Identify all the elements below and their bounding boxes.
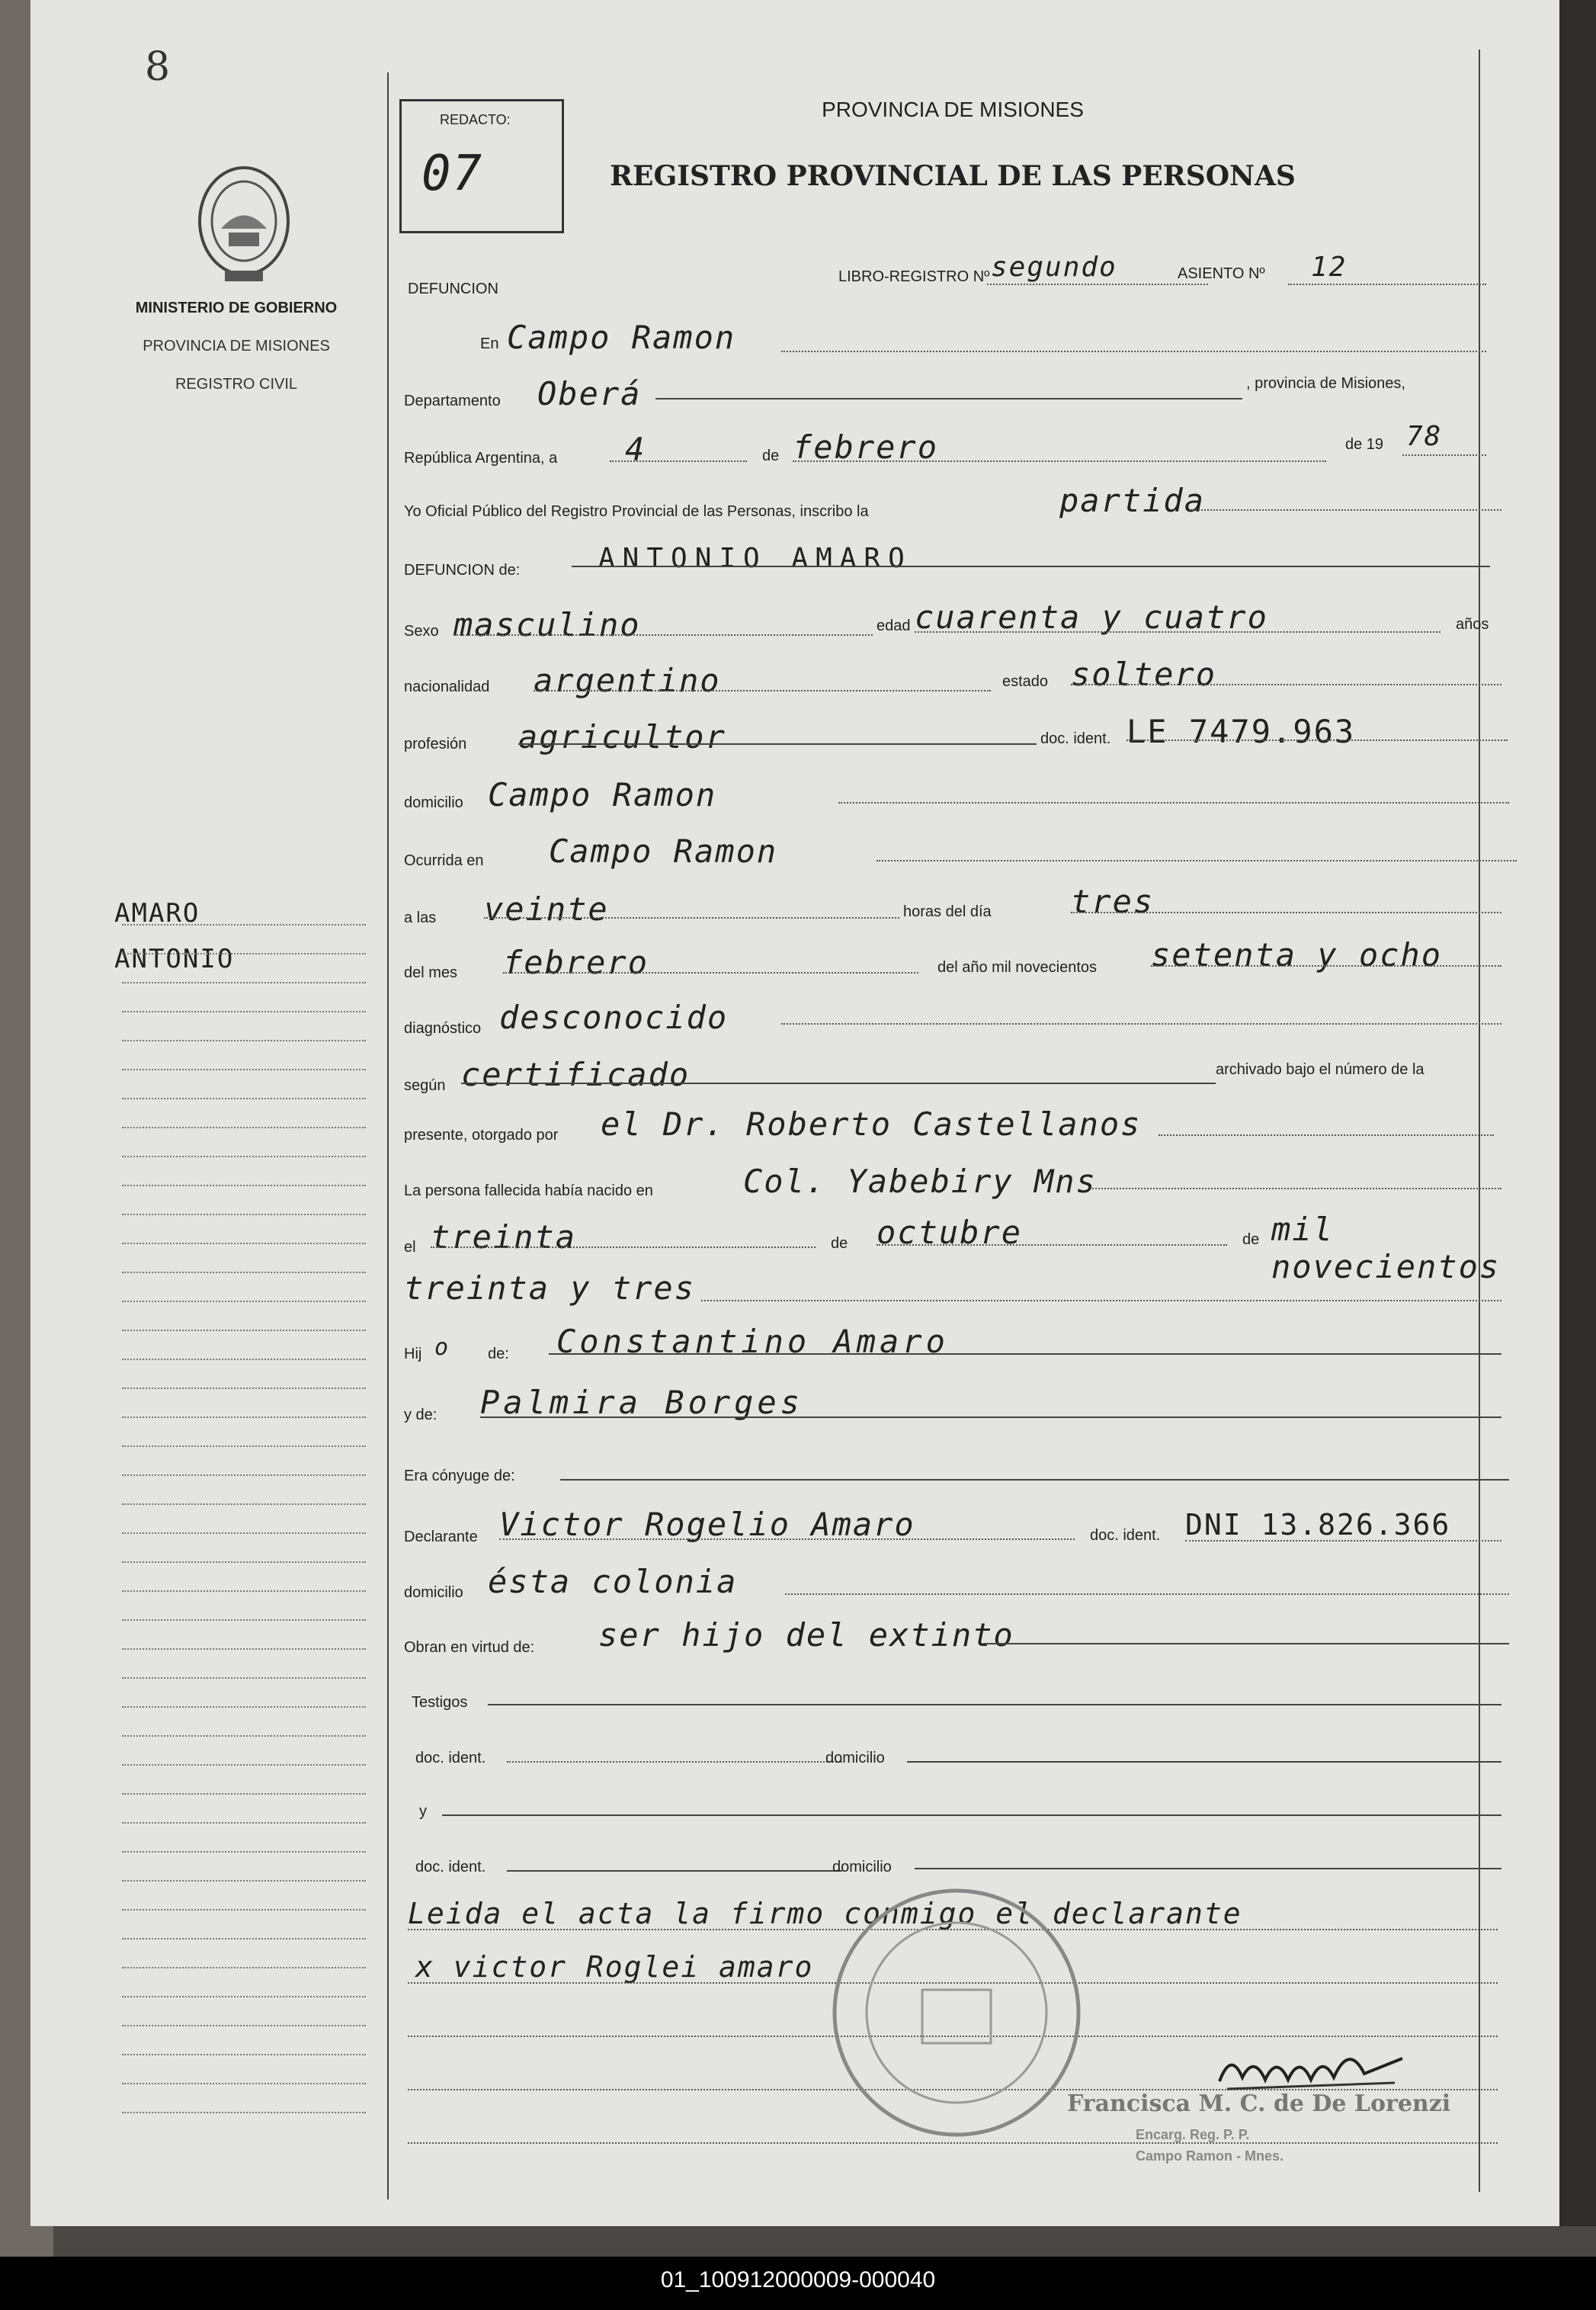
footer-bar — [0, 2257, 1596, 2310]
stamp-line3: Campo Ramon - Mnes. — [1136, 2148, 1284, 2164]
margin-rule — [122, 1243, 366, 1244]
edad-value: cuarenta y cuatro — [915, 598, 1268, 636]
margin-rule — [122, 1214, 366, 1215]
page-number: 8 — [145, 44, 171, 90]
margin-given-name: ANTONIO — [114, 944, 235, 974]
declarante-signature: x victor Roglei amaro — [415, 1950, 814, 1984]
redacto-label: REDACTO: — [440, 112, 511, 127]
oficial-text: Yo Oficial Público del Registro Provincial de las Personas, inscribo la — [404, 503, 869, 520]
margin-rule — [122, 2025, 366, 2026]
departamento-value: Oberá — [537, 375, 642, 412]
fecha-anio: 78 — [1406, 421, 1443, 452]
profesion-value: agricultor — [518, 718, 726, 756]
margin-rule — [122, 1706, 366, 1708]
defuncion-de-label: DEFUNCION de: — [404, 562, 521, 579]
decl-doc-value: DNI 13.826.366 — [1185, 1508, 1451, 1542]
nacido-label: La persona fallecida había nacido en — [404, 1182, 653, 1199]
margin-rule — [122, 953, 366, 954]
a-las-value: veinte — [484, 890, 609, 928]
sexo-value: masculino — [453, 606, 641, 643]
margin-rule — [122, 1822, 366, 1824]
t-dom-label: domicilio — [825, 1750, 885, 1766]
presente-value: el Dr. Roberto Castellanos — [601, 1105, 1142, 1143]
stamp-line2: Encarg. Reg. P. P. — [1136, 2127, 1250, 2142]
segun-value: certificado — [461, 1056, 691, 1093]
y-de-label: y de: — [404, 1407, 437, 1423]
defuncion-de-value: ANTONIO AMARO — [598, 543, 912, 574]
sexo-label: Sexo — [404, 623, 439, 640]
a-las-label: a las — [404, 910, 437, 926]
province-heading: PROVINCIA DE MISIONES — [822, 98, 1084, 121]
margin-rule — [122, 982, 366, 983]
doc-ident-value: LE 7479.963 — [1126, 713, 1356, 750]
margin-rule — [122, 1880, 366, 1882]
decl-doc-label: doc. ident. — [1090, 1527, 1161, 1544]
institution-ministry: MINISTERIO DE GOBIERNO — [135, 300, 338, 316]
registry-seal — [827, 1883, 1086, 2142]
provincia-suffix: , provincia de Misiones, — [1246, 375, 1405, 392]
archivado-label: archivado bajo el número de la — [1216, 1061, 1425, 1078]
margin-rule — [122, 1532, 366, 1534]
frame-right-border — [1479, 50, 1480, 2192]
margin-rule — [122, 1967, 366, 1968]
nac-de-label: de — [831, 1235, 848, 1252]
nacionalidad-label: nacionalidad — [404, 679, 490, 695]
margin-rule — [122, 1619, 366, 1621]
redacto-value: 07 — [421, 146, 484, 202]
margin-rule — [122, 1185, 366, 1186]
margin-rule — [122, 1272, 366, 1273]
margin-rule — [122, 1677, 366, 1679]
testigos-label: Testigos — [412, 1694, 468, 1711]
decl-dom-value: ésta colonia — [488, 1563, 738, 1600]
document-page — [30, 0, 1559, 2226]
asiento-value: 12 — [1311, 252, 1348, 283]
margin-rule — [122, 1040, 366, 1041]
declarante-label: Declarante — [404, 1529, 478, 1545]
y-label: y — [419, 1803, 427, 1820]
nac-anio-2: treinta y tres — [404, 1269, 696, 1307]
institution-registry: REGISTRO CIVIL — [175, 376, 298, 393]
margin-rule — [122, 1011, 366, 1012]
margin-rule — [122, 1445, 366, 1447]
declarante-value: Victor Rogelio Amaro — [499, 1506, 915, 1543]
nac-de2-label: de — [1242, 1231, 1260, 1248]
margin-rule — [122, 1330, 366, 1331]
padre-value: Constantino Amaro — [556, 1323, 949, 1360]
margin-rule — [122, 1909, 366, 1911]
fecha-anio-label: de 19 — [1345, 436, 1384, 453]
estado-label: estado — [1002, 673, 1049, 690]
margin-rule — [122, 1561, 366, 1563]
en-label: En — [480, 335, 499, 352]
margin-rule — [122, 2083, 366, 2084]
virtud-value: ser hijo del extinto — [598, 1616, 1014, 1654]
margin-rule — [122, 1590, 366, 1592]
nac-mes: octubre — [877, 1214, 1023, 1251]
margin-rule — [122, 1764, 366, 1766]
fecha-dia: 4 — [625, 431, 646, 468]
margin-rule — [122, 1416, 366, 1418]
margin-rule — [122, 924, 366, 926]
margin-rule — [122, 1938, 366, 1939]
anos-label: años — [1456, 616, 1489, 633]
diagnostico-label: diagnóstico — [404, 1020, 482, 1037]
ocurrida-label: Ocurrida en — [404, 852, 484, 869]
oficial-value: partida — [1059, 482, 1206, 519]
margin-rule — [122, 1069, 366, 1070]
margin-surname: AMARO — [114, 898, 200, 929]
margin-rule — [122, 2112, 366, 2113]
nac-anio-1: mil novecientos — [1271, 1211, 1501, 1285]
diagnostico-value: desconocido — [499, 999, 729, 1036]
t2-doc-label: doc. ident. — [415, 1859, 486, 1875]
margin-rule — [122, 1388, 366, 1389]
margin-rule — [122, 1359, 366, 1360]
institution-province: PROVINCIA DE MISIONES — [143, 338, 330, 355]
asiento-label: ASIENTO Nº — [1178, 265, 1265, 282]
anio-mil-label: del año mil novecientos — [937, 959, 1098, 976]
domicilio-label: domicilio — [404, 794, 463, 811]
hijo-de-label: de: — [488, 1346, 509, 1362]
registry-heading: REGISTRO PROVINCIAL DE LAS PERSONAS — [610, 160, 1296, 192]
margin-rule — [122, 1156, 366, 1157]
closing-text: Leida el acta la firmo conmigo el declarante — [408, 1897, 1242, 1930]
segun-label: según — [404, 1077, 446, 1094]
ocurrida-value: Campo Ramon — [549, 833, 778, 870]
margin-rule — [122, 1996, 366, 1997]
frame-left-border — [387, 72, 389, 2199]
del-mes-label: del mes — [404, 964, 458, 981]
republica-label: República Argentina, a — [404, 450, 558, 467]
del-mes-value: febrero — [503, 944, 649, 981]
margin-rule — [122, 1301, 366, 1302]
decl-dom-label: domicilio — [404, 1584, 463, 1601]
en-value: Campo Ramon — [507, 319, 736, 356]
fecha-de-label: de — [762, 448, 780, 464]
departamento-label: Departamento — [404, 393, 501, 409]
el-label: el — [404, 1239, 416, 1256]
binding-shadow — [1559, 0, 1596, 2226]
horas-label: horas del día — [903, 903, 992, 920]
profesion-label: profesión — [404, 736, 467, 752]
horas-value: tres — [1071, 883, 1155, 920]
t2-dom-label: domicilio — [832, 1859, 892, 1875]
fecha-mes: febrero — [793, 428, 939, 466]
margin-rule — [122, 1648, 366, 1650]
margin-rule — [122, 1474, 366, 1476]
stamp-name: Francisca M. C. de De Lorenzi — [1067, 2090, 1451, 2117]
hijo-suffix: o — [434, 1334, 450, 1361]
libro-label: LIBRO-REGISTRO Nº — [838, 268, 990, 285]
anio-mil-value: setenta y ocho — [1151, 936, 1443, 974]
t-doc-label: doc. ident. — [415, 1750, 486, 1766]
margin-rule — [122, 2054, 366, 2055]
margin-rule — [122, 1127, 366, 1128]
redacto-box — [399, 99, 564, 233]
doc-ident-label: doc. ident. — [1040, 730, 1111, 747]
doc-type-label: DEFUNCION — [408, 281, 498, 297]
hijo-label: Hij — [404, 1346, 422, 1362]
madre-value: Palmira Borges — [480, 1384, 804, 1421]
margin-rule — [122, 1735, 366, 1737]
margin-rule — [122, 1503, 366, 1505]
conyuge-label: Era cónyuge de: — [404, 1468, 515, 1484]
nac-dia: treinta — [431, 1218, 577, 1256]
virtud-label: Obran en virtud de: — [404, 1639, 535, 1656]
nacionalidad-value: argentino — [534, 662, 721, 699]
footer-code: 01_100912000009-000040 — [660, 2267, 936, 2292]
nacido-value: Col. Yabebiry Mns — [743, 1163, 1097, 1200]
presente-label: presente, otorgado por — [404, 1127, 559, 1144]
edad-label: edad — [877, 618, 911, 634]
domicilio-value: Campo Ramon — [488, 776, 717, 813]
libro-value: segundo — [991, 252, 1117, 283]
margin-rule — [122, 1098, 366, 1099]
estado-value: soltero — [1071, 656, 1217, 693]
margin-rule — [122, 1851, 366, 1853]
coat-of-arms-emblem — [187, 156, 301, 286]
margin-rule — [122, 1793, 366, 1795]
